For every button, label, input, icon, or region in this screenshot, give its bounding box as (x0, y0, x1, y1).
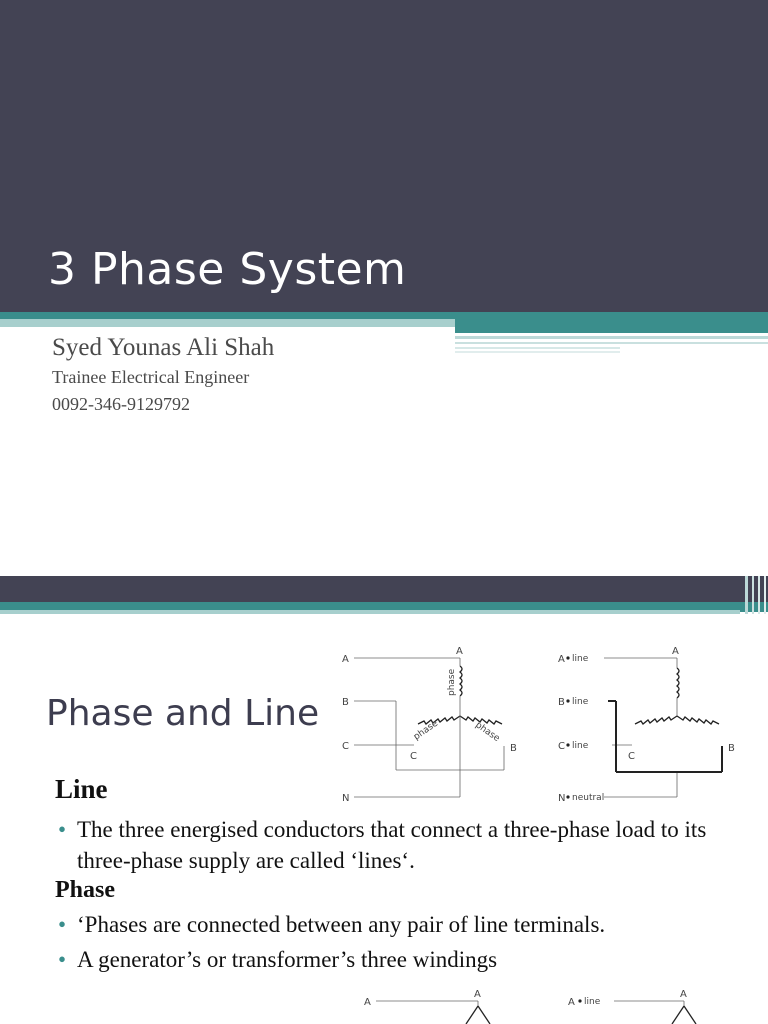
line-heading: Line (55, 774, 108, 804)
star-label-b-node: B (510, 743, 517, 754)
phase-bullet (58, 909, 758, 940)
star-label-n: N (342, 793, 350, 804)
accent-stripe (758, 576, 760, 614)
bottom-diagrams-partial (350, 984, 768, 1024)
author-phone: 0092-346-9129792 (52, 394, 190, 414)
accent-stripe (764, 576, 766, 614)
star-connection-diagram (330, 638, 530, 808)
line-bullet (58, 814, 708, 876)
phase-bullet (58, 944, 758, 975)
delta-label-b-node: B (728, 743, 735, 754)
bottom-label-a2: A (568, 997, 575, 1008)
accent-stripe (455, 342, 768, 344)
star-phase-label: phase (473, 720, 502, 745)
bottom-label-a-top: A (474, 989, 481, 1000)
content-header-band (0, 576, 768, 602)
author-role: Trainee Electrical Engineer (52, 367, 250, 387)
phase-bullet-text: ‘Phases are connected between any pair of line terminals. (77, 912, 606, 937)
delta-label-a: A (558, 654, 565, 665)
accent-band-light (0, 610, 740, 614)
delta-label-b: B (558, 697, 565, 708)
star-label-a: A (342, 654, 349, 665)
bottom-label-a2-top: A (680, 989, 687, 1000)
slide-title: Phase and Line (46, 693, 320, 734)
delta-label-c-node: C (628, 751, 635, 762)
delta-label-c: C (558, 741, 565, 752)
delta-connection-diagram (552, 638, 752, 808)
content-slide (0, 576, 768, 1024)
accent-stripe (455, 351, 620, 353)
bottom-label-a: A (364, 997, 371, 1008)
star-label-c: C (342, 741, 349, 752)
bullet-dot: • (58, 817, 67, 842)
line-bullet-text: The three energised conductors that connect a three-phase load to its three-phase supply are called ‘lines‘. (77, 817, 707, 873)
title-slide-heading: 3 Phase System (48, 244, 407, 295)
author-name: Syed Younas Ali Shah (52, 334, 275, 361)
star-phase-label: phase (447, 668, 457, 696)
accent-stripe (455, 347, 620, 349)
delta-line-label: line (572, 741, 589, 751)
star-label-b: B (342, 697, 349, 708)
delta-label-a-top: A (672, 646, 679, 657)
delta-neutral-label: neutral (572, 793, 605, 803)
accent-stripe (745, 576, 748, 614)
star-label-c-node: C (410, 751, 417, 762)
delta-label-n: N (558, 793, 566, 804)
star-label-a-top: A (456, 646, 463, 657)
delta-line-label: line (572, 654, 589, 664)
phase-heading: Phase (55, 877, 115, 903)
bullet-dot: • (58, 947, 67, 972)
accent-stripe (455, 336, 768, 339)
bottom-line-label: line (584, 997, 601, 1007)
accent-band-right (455, 326, 768, 333)
accent-stripe (752, 576, 754, 614)
accent-band-light (0, 319, 455, 327)
phase-bullet-text: A generator’s or transformer’s three windings (77, 947, 498, 972)
bullet-dot: • (58, 912, 67, 937)
delta-line-label: line (572, 697, 589, 707)
star-phase-label: phase (411, 718, 440, 743)
